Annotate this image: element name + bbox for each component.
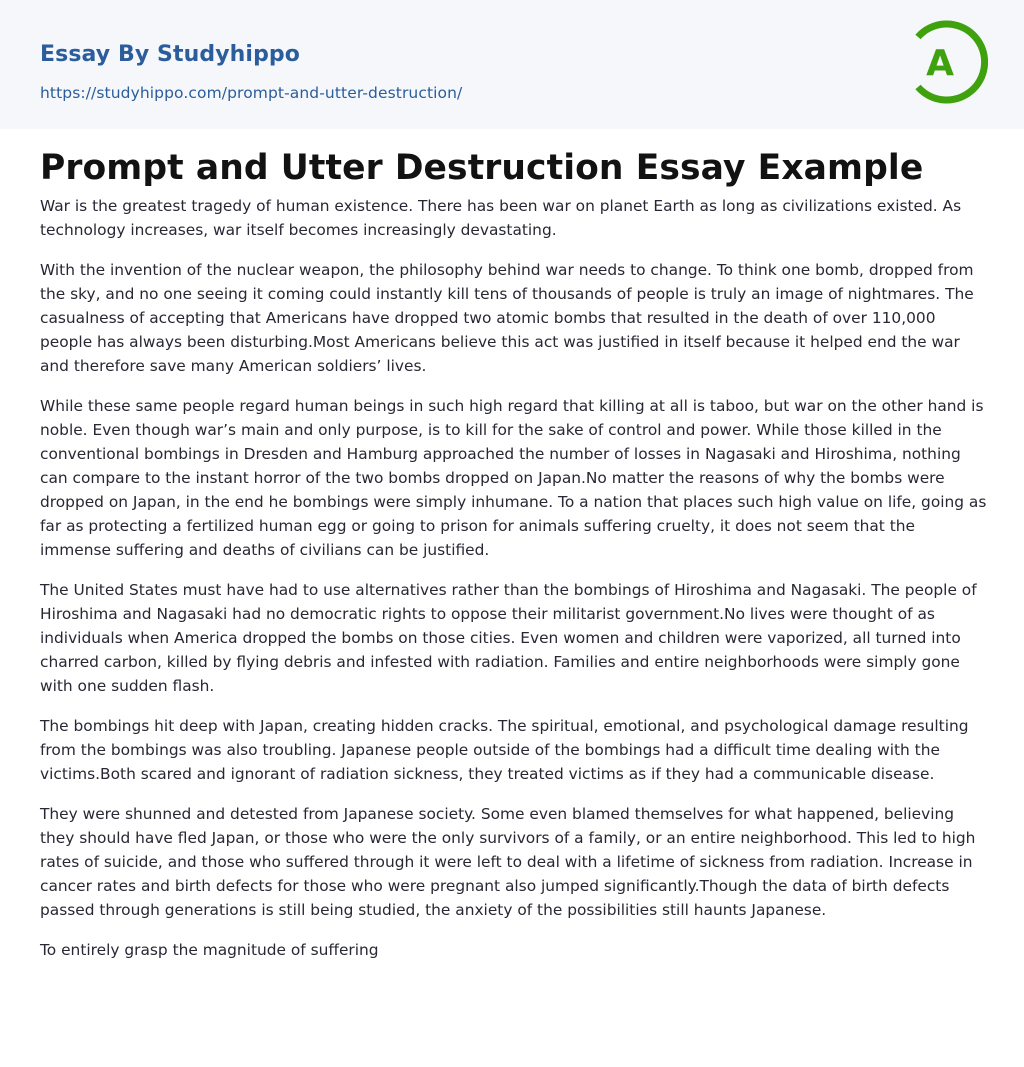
essay-paragraph: The United States must have had to use alternatives rather than the bombings of Hiroshima and Nagasaki. The people of Hiroshima and Nagasaki had no democratic rights to oppose their militarist government.No lives were thought of as individuals when America dropped the bombs on those cities. Even women and children were vaporized, all turned into charred carbon, killed by flying debris and infested with radiation. Families and entire neighborhoods were simply gone with one sudden flash. <box>40 581 977 695</box>
page-title: Prompt and Utter Destruction Essay Example <box>40 148 924 188</box>
essay-paragraph-truncated: To entirely grasp the magnitude of suffering <box>40 941 379 959</box>
essay-body <box>40 194 990 978</box>
essay-paragraph: While these same people regard human beings in such high regard that killing at all is taboo, but war on the other hand is noble. Even though war’s main and only purpose, is to kill for the sake of control and power. While those killed in the conventional bombings in Dresden and Hamburg approached the number of losses in Nagasaki and Hiroshima, nothing can compare to the instant horror of the two bombs dropped on Japan.No matter the reasons of why the bombs were dropped on Japan, in the end he bombings were simply inhumane. To a nation that places such high value on life, going as far as protecting a fertilized human egg or going to prison for animals suffering cruelty, it does not seem that the immense suffering and deaths of civilians can be justified. <box>40 397 987 559</box>
logo-letter: A <box>926 43 954 84</box>
essay-paragraph: War is the greatest tragedy of human existence. There has been war on planet Earth as long as civilizations existed. As technology increases, war itself becomes increasingly devastating. <box>40 197 962 239</box>
essay-paragraph: With the invention of the nuclear weapon, the philosophy behind war needs to change. To think one bomb, dropped from the sky, and no one seeing it coming could instantly kill tens of thousands of people is truly an image of nightmares. The casualness of accepting that Americans have dropped two atomic bombs that resulted in the death of over 110,000 people has always been disturbing.Most Americans believe this act was justified in itself because it helped end the war and therefore save many American soldiers’ lives. <box>40 261 974 375</box>
essay-paragraph: The bombings hit deep with Japan, creating hidden cracks. The spiritual, emotional, and psychological damage resulting from the bombings was also troubling. Japanese people outside of the bombings had a difficult time dealing with the victims.Both scared and ignorant of radiation sickness, they treated victims as if they had a communicable disease. <box>40 717 969 783</box>
essay-paragraph: They were shunned and detested from Japanese society. Some even blamed themselves for what happened, believing they should have fled Japan, or those who were the only survivors of a family, or an entire neighborhood. This led to high rates of suicide, and those who suffered through it were left to deal with a lifetime of sickness from radiation. Increase in cancer rates and birth defects for those who were pregnant also jumped significantly.Though the data of birth defects passed through generations is still being studied, the anxiety of the possibilities still haunts Japanese. <box>40 805 976 919</box>
brand-title: Essay By Studyhippo <box>40 42 300 67</box>
source-url-link[interactable]: https://studyhippo.com/prompt-and-utter-destruction/ <box>40 84 463 102</box>
